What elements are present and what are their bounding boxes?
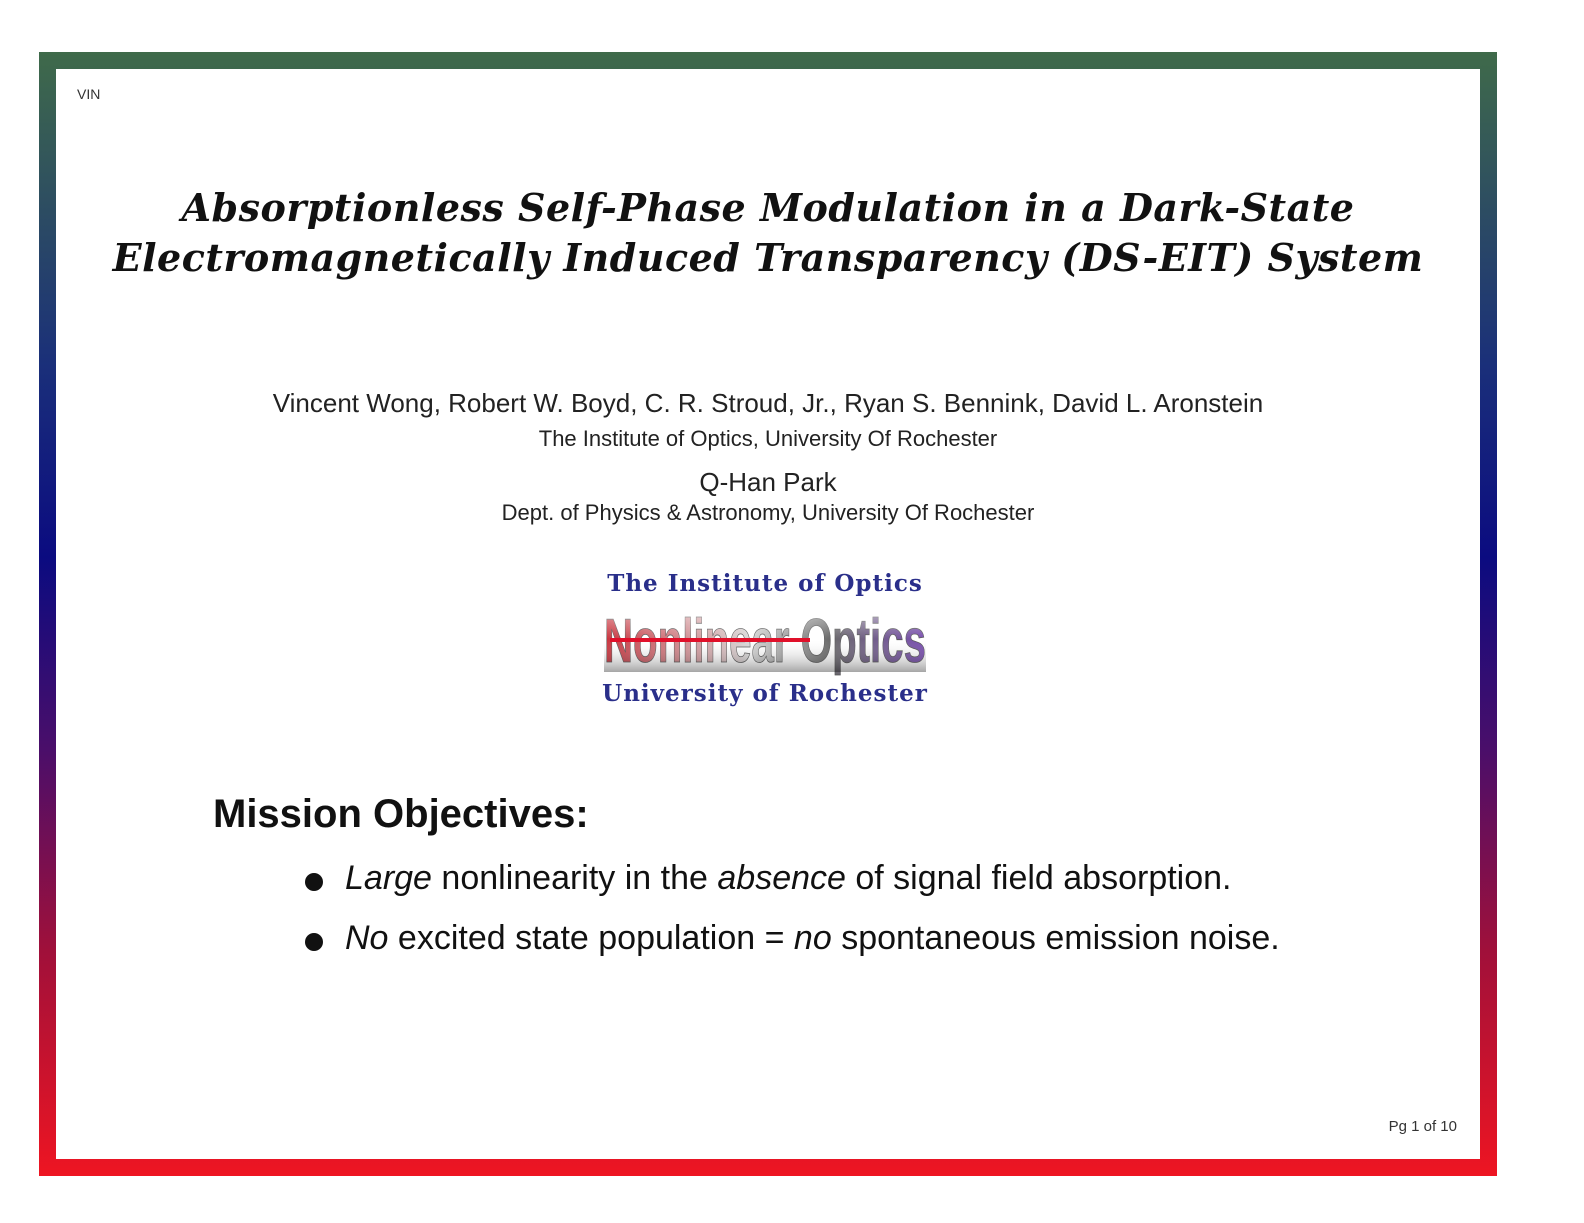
page-number: Pg 1 of 10 — [1388, 1118, 1457, 1135]
logo-mark-graphic — [600, 600, 930, 678]
logo-top-text: The Institute of Optics — [607, 570, 923, 597]
objective-emphasis: Large — [345, 859, 432, 897]
objective-emphasis: no — [793, 919, 832, 957]
affiliation-physics: Dept. of Physics & Astronomy, University Of Rochester — [501, 500, 1035, 525]
corner-label: VIN — [77, 86, 101, 102]
slide-title-line-1: Absorptionless Self-Phase Modulation in a Dark-State — [181, 185, 1355, 230]
objective-text: excited state population = — [388, 919, 794, 957]
logo-bottom-text: University of Rochester — [602, 680, 928, 707]
objective-text: of signal field absorption. — [845, 859, 1232, 897]
logo-beam-line — [610, 638, 810, 642]
author-park: Q-Han Park — [699, 467, 837, 497]
objectives-list — [305, 858, 1280, 978]
affiliation-optics: The Institute of Optics, University Of Rochester — [538, 426, 998, 451]
bullet-icon — [305, 933, 323, 951]
objective-emphasis: absence — [717, 859, 846, 897]
nonlinear-optics-logo — [600, 570, 930, 710]
objective-item — [305, 858, 1280, 898]
objective-text: spontaneous emission noise. — [831, 919, 1280, 957]
section-heading: Mission Objectives: — [213, 792, 589, 836]
objective-text: nonlinearity in the — [431, 859, 718, 897]
objective-item — [305, 918, 1280, 958]
slide-title-line-2: Electromagnetically Induced Transparency (DS-EIT) System — [112, 235, 1424, 280]
bullet-icon — [305, 873, 323, 891]
objective-emphasis: No — [345, 919, 389, 957]
author-list: Vincent Wong, Robert W. Boyd, C. R. Stroud, Jr., Ryan S. Bennink, David L. Aronstein — [272, 388, 1264, 418]
slide-title — [56, 183, 1480, 283]
